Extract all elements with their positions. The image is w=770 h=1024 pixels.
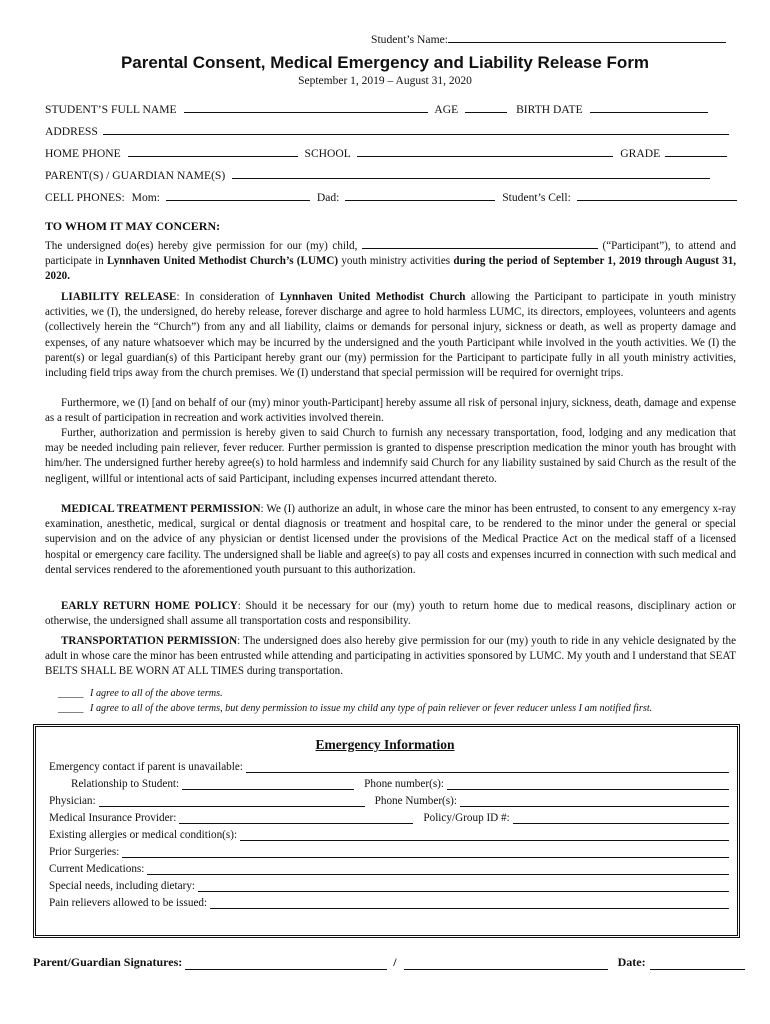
surgeries-row bbox=[49, 846, 729, 858]
signature-field-1[interactable] bbox=[185, 958, 387, 970]
emergency-info-title: Emergency Information bbox=[315, 737, 455, 752]
student-cell-label: Student’s Cell: bbox=[502, 191, 571, 204]
medications-label: Current Medications: bbox=[49, 863, 145, 875]
transport-paragraph bbox=[45, 634, 736, 680]
address-row bbox=[45, 124, 734, 138]
form-title: Parental Consent, Medical Emergency and Liability Release Form bbox=[120, 53, 650, 72]
signature-field-2[interactable] bbox=[404, 958, 608, 970]
liability-paragraph bbox=[45, 290, 736, 381]
date-field[interactable] bbox=[650, 958, 745, 970]
surgeries-label: Prior Surgeries: bbox=[49, 846, 120, 858]
agree-1-blank[interactable]: _____ bbox=[58, 688, 84, 699]
age-field[interactable] bbox=[465, 102, 507, 113]
grade-label: GRADE bbox=[620, 147, 661, 160]
birth-date-label: BIRTH DATE bbox=[516, 103, 583, 116]
age-label: AGE bbox=[434, 103, 459, 116]
agree-option-2 bbox=[58, 703, 652, 714]
emergency-contact-label: Emergency contact if parent is unavailable: bbox=[49, 761, 243, 773]
surgeries-field[interactable] bbox=[122, 846, 729, 858]
date-label: Date: bbox=[617, 955, 646, 969]
allergies-label: Existing allergies or medical condition(s): bbox=[49, 829, 238, 841]
early-return-paragraph bbox=[45, 599, 736, 629]
insurance-label: Medical Insurance Provider: bbox=[49, 812, 177, 824]
form-period: September 1, 2019 – August 31, 2020 bbox=[298, 75, 472, 87]
relationship-row bbox=[49, 778, 729, 790]
physician-label: Physician: bbox=[49, 795, 96, 807]
birth-date-field[interactable] bbox=[590, 102, 708, 113]
student-full-name-field[interactable] bbox=[184, 102, 428, 113]
signature-separator: / bbox=[393, 955, 397, 969]
mom-phone-field[interactable] bbox=[166, 190, 310, 201]
parents-row bbox=[45, 168, 734, 182]
student-full-name-label: STUDENT’S FULL NAME bbox=[45, 103, 177, 116]
concern-heading: TO WHOM IT MAY CONCERN: bbox=[45, 219, 221, 233]
emergency-contact-row bbox=[49, 761, 729, 773]
cell-phones-row bbox=[45, 190, 734, 204]
dad-phone-field[interactable] bbox=[345, 190, 495, 201]
student-name-line bbox=[371, 32, 734, 46]
policy-field[interactable] bbox=[513, 812, 729, 824]
special-needs-label: Special needs, including dietary: bbox=[49, 880, 196, 892]
student-info-row bbox=[45, 102, 734, 116]
agree-option-1 bbox=[58, 688, 223, 699]
allergies-row bbox=[49, 829, 729, 841]
liability-text-a: : In consideration of bbox=[176, 291, 275, 303]
home-phone-label: HOME PHONE bbox=[45, 147, 121, 160]
intro-period: during the period of September 1, 2019 through August 31, 2020. bbox=[45, 255, 737, 283]
school-field[interactable] bbox=[357, 146, 613, 157]
contact-phone-label: Phone number(s): bbox=[364, 778, 445, 790]
phone-school-row bbox=[45, 146, 734, 160]
transport-text: : The undersigned does also hereby give permission for our (my) youth to ride in any vehicle designated by the adult in whose care the minor has been entrusted while attending and participating in activities sponsored by LUMC. My youth and I understand that SEAT BELTS SHALL BE WORN AT ALL TIMES during transportation. bbox=[45, 635, 736, 678]
student-name-field[interactable] bbox=[448, 32, 726, 43]
intro-paragraph bbox=[45, 238, 736, 285]
agree-2-blank[interactable]: _____ bbox=[58, 703, 84, 714]
relationship-field[interactable] bbox=[182, 778, 354, 790]
dad-label: Dad: bbox=[316, 191, 340, 204]
special-needs-row bbox=[49, 880, 729, 892]
participant-name-field[interactable] bbox=[362, 238, 598, 249]
cell-phones-label: CELL PHONES: bbox=[45, 191, 125, 204]
address-field[interactable] bbox=[103, 124, 729, 135]
agree-2-text: I agree to all of the above terms, but deny permission to issue my child any type of pain reliever or fever reducer unless I am notified first. bbox=[90, 703, 653, 714]
authorization-paragraph: Further, authorization and permission is hereby given to said Church to furnish any necessary transportation, food, lodging and any medication that may be needed including pain reliever, fever reducer. Further permission is granted to dispense prescription medication the minor youth has brought with him/her. The undersigned further hereby agree(s) to hold harmless and indemnify said Church for any liability sustained by said Church as the result of the negligent, willful or intentional acts of said Participant, including expenses incurred attendant thereto. bbox=[45, 427, 736, 485]
relationship-label: Relationship to Student: bbox=[71, 778, 180, 790]
emergency-contact-field[interactable] bbox=[246, 761, 729, 773]
mom-label: Mom: bbox=[131, 191, 161, 204]
allergies-field[interactable] bbox=[240, 829, 729, 841]
medical-paragraph bbox=[45, 502, 736, 578]
risk-paragraph: Furthermore, we (I) [and on behalf of our (my) minor youth-Participant] hereby assume all risk of personal injury, sickness, death, damage and expense as a result of participation in recreation and work activities involved therein. bbox=[45, 397, 736, 425]
intro-text-c: youth ministry activities bbox=[341, 255, 451, 268]
special-needs-field[interactable] bbox=[198, 880, 729, 892]
early-return-heading: EARLY RETURN HOME POLICY bbox=[61, 600, 238, 612]
physician-row bbox=[49, 795, 729, 807]
transport-heading: TRANSPORTATION PERMISSION bbox=[61, 635, 238, 647]
early-return-text: : Should it be necessary for our (my) youth to return home due to medical reasons, disciplinary action or otherwise, the undersigned shall assume all transportation costs and responsibility. bbox=[45, 600, 737, 628]
insurance-field[interactable] bbox=[179, 812, 413, 824]
signature-row bbox=[33, 955, 745, 970]
pain-relievers-row bbox=[49, 897, 729, 909]
liability-heading: LIABILITY RELEASE bbox=[61, 291, 177, 303]
intro-text-b: (“Participant”), to attend and participate in bbox=[45, 240, 736, 268]
physician-phone-field[interactable] bbox=[460, 795, 729, 807]
student-cell-field[interactable] bbox=[577, 190, 737, 201]
intro-text-a: The undersigned do(es) hereby give permission for our (my) child, bbox=[45, 240, 358, 252]
address-label: ADDRESS bbox=[45, 125, 98, 138]
student-name-label: Student’s Name: bbox=[371, 33, 448, 46]
liability-text-b: allowing the Participant to participate in youth ministry activities, we (I), the undersigned, do hereby release, forever discharge and agree to hold harmless LUMC, its directors, employees, volunteers and agents (collectively herein the “Church”) from any and all liability, claims or demands for personal injury, sickness or death, as well as property damage and expenses, of any nature whatsoever which may be incurred by the undersigned and the youth Participant while involved in the youth activities. We (I) the parent(s) or legal guardian(s) of this Participant hereby grant our (my) permission for the Participant to participate fully in all youth ministry activities, including field trips away from the church premises. We (I) understand that special permission will be required for overnight trips. bbox=[45, 291, 737, 380]
signature-label: Parent/Guardian Signatures: bbox=[33, 955, 183, 969]
grade-field[interactable] bbox=[665, 146, 727, 157]
home-phone-field[interactable] bbox=[128, 146, 298, 157]
contact-phone-field[interactable] bbox=[447, 778, 729, 790]
pain-relievers-field[interactable] bbox=[210, 897, 729, 909]
medical-heading: MEDICAL TREATMENT PERMISSION bbox=[61, 503, 261, 515]
insurance-row bbox=[49, 812, 729, 824]
agree-1-text: I agree to all of the above terms. bbox=[90, 688, 223, 699]
medical-text: : We (I) authorize an adult, in whose care the minor has been entrusted, to consent to any emergency x-ray examination, anesthetic, medical, surgical or dental diagnosis or treatment and hospital care, to be rendered to the minor under the general or special supervision and on the advice of any physician or dentist licensed under the provisions of the Medical Practice Act on the medical staff of a licensed hospital or emergency care facility. The undersigned shall be liable and agree(s) to pay all costs and expenses incurred in connection with such medical and dental services rendered to the aforementioned youth pursuant to this authorization. bbox=[45, 503, 737, 576]
intro-church: Lynnhaven United Methodist Church’s (LUMC) bbox=[106, 255, 339, 268]
parents-label: PARENT(S) / GUARDIAN NAME(S) bbox=[45, 169, 226, 182]
liability-church: Lynnhaven United Methodist Church bbox=[279, 291, 466, 303]
physician-field[interactable] bbox=[99, 795, 365, 807]
parents-field[interactable] bbox=[232, 168, 710, 179]
pain-relievers-label: Pain relievers allowed to be issued: bbox=[49, 897, 208, 909]
policy-label: Policy/Group ID #: bbox=[423, 812, 510, 824]
medications-row bbox=[49, 863, 729, 875]
medications-field[interactable] bbox=[147, 863, 729, 875]
physician-phone-label: Phone Number(s): bbox=[374, 795, 457, 807]
school-label: SCHOOL bbox=[304, 147, 351, 160]
